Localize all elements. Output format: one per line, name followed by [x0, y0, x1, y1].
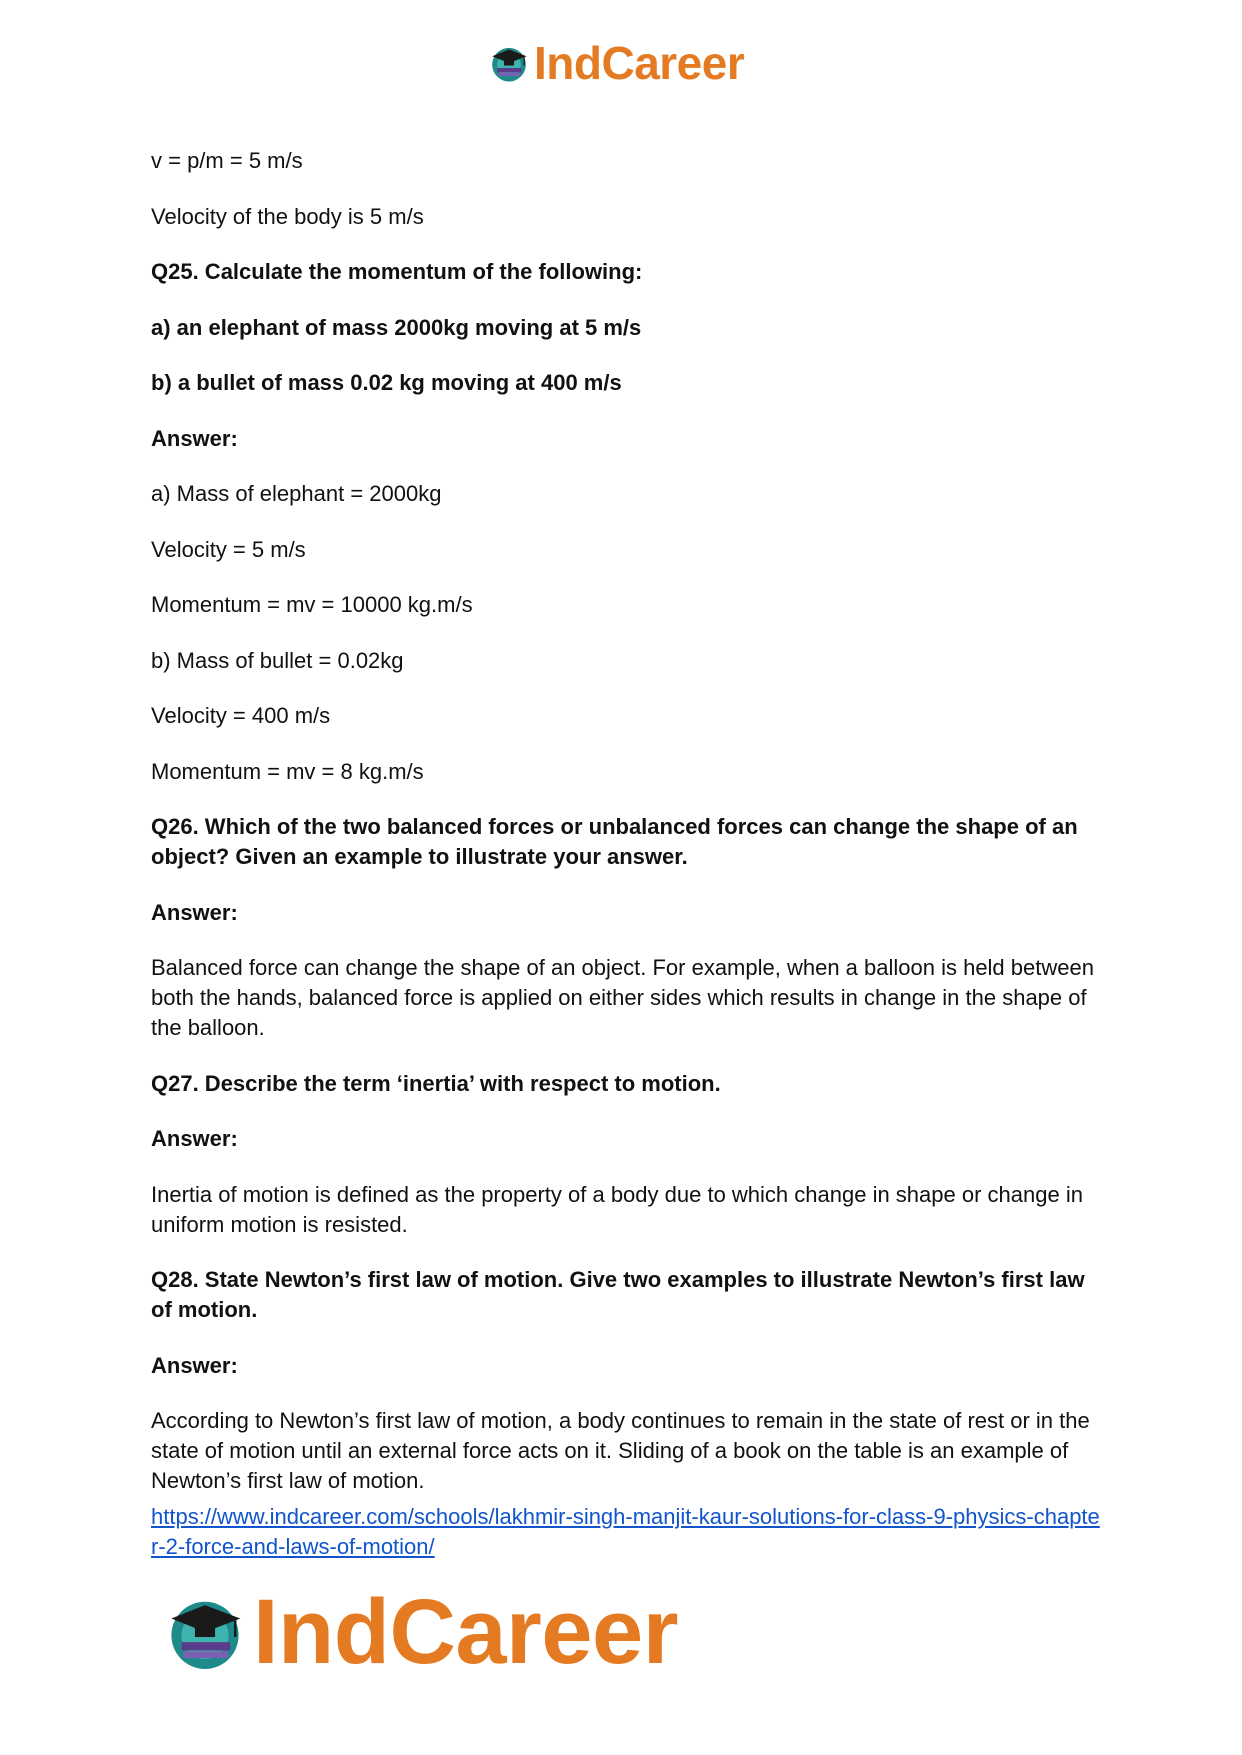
- answer-text: Momentum = mv = 10000 kg.m/s: [151, 592, 473, 617]
- answer-text: v = p/m = 5 m/s: [151, 148, 303, 173]
- answer-text: Momentum = mv = 8 kg.m/s: [151, 758, 424, 784]
- question-heading: b) a bullet of mass 0.02 kg moving at 400 m/s: [151, 370, 622, 395]
- answer-text: a) Mass of elephant = 2000kg: [151, 481, 442, 506]
- question-heading: a) an elephant of mass 2000kg moving at 5 m/s: [151, 314, 642, 340]
- header-logo: [488, 37, 745, 89]
- answer-text: According to Newton’s first law of motion, a body continues to remain in the state of rest or in the state of motion until an external force acts on it. Sliding of a book on the table is an example of Newton’s first law of motion.: [151, 1408, 1090, 1493]
- source-link[interactable]: https://www.indcareer.com/schools/lakhmir-singh-manjit-kaur-solutions-for-class-9-physics-chapter-2-force-and-laws-of-motion/: [151, 1504, 1100, 1559]
- question-heading: Answer:: [151, 425, 238, 451]
- answer-text: Velocity = 5 m/s: [151, 536, 306, 562]
- question-heading: Q25. Calculate the momentum of the following:: [151, 259, 643, 284]
- question-heading: Answer:: [151, 1126, 238, 1151]
- document-body: [151, 146, 1111, 1562]
- graduation-cap-book-icon: [163, 1590, 247, 1674]
- question-heading: Answer:: [151, 899, 238, 925]
- footer-logo-text: IndCareer: [253, 1581, 678, 1683]
- graduation-cap-book-icon: [488, 42, 530, 84]
- question-heading: Answer:: [151, 1352, 238, 1378]
- question-heading: Q28. State Newton’s first law of motion. Give two examples to illustrate Newton’s first law of motion.: [151, 1267, 1085, 1322]
- answer-text: Velocity = 400 m/s: [151, 703, 331, 728]
- answer-text: Balanced force can change the shape of an object. For example, when a balloon is held between both the hands, balanced force is applied on either sides which results in change in the shape of the balloon.: [151, 955, 1094, 1040]
- question-heading: Q26. Which of the two balanced forces or unbalanced forces can change the shape of an object? Given an example to illustrate your answer.: [151, 814, 1078, 869]
- footer-logo: [163, 1581, 678, 1683]
- question-heading: Q27. Describe the term ‘inertia’ with respect to motion.: [151, 1070, 721, 1096]
- header-logo-text: IndCareer: [534, 37, 745, 89]
- answer-text: b) Mass of bullet = 0.02kg: [151, 647, 404, 673]
- answer-text: Inertia of motion is defined as the property of a body due to which change in shape or change in uniform motion is resisted.: [151, 1181, 1083, 1237]
- answer-text: Velocity of the body is 5 m/s: [151, 203, 424, 229]
